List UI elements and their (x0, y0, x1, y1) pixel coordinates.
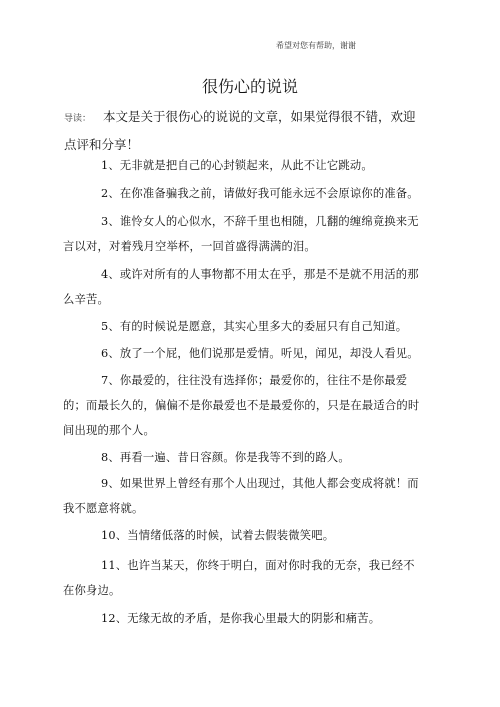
intro-text: 本文是关于很伤心的说说的文章，如果觉得很不错，欢迎点评和分享！ (64, 109, 416, 152)
item-7: 7、你最爱的，往往没有选择你；最爱你的，往往不是你最爱的；而最长久的，偏偏不是你最爱也不是最爱你的，只是在最适合的时间出现的那个人。 (63, 374, 420, 437)
item-9: 9、如果世界上曾经有那个人出现过，其他人都会变成将就！而我不愿意将就。 (63, 477, 419, 515)
item-5: 5、有的时候说是愿意，其实心里多大的委屈只有自己知道。 (101, 320, 408, 333)
intro-paragraph (64, 104, 424, 158)
item-3: 3、谁怜女人的心似水，不辞千里也相随，几翻的缠绵竟换来无言以对，对着残月空举杯，一回首盛得满满的泪。 (63, 215, 419, 253)
item-8: 8、再看一遍、昔日容颜。你是我等不到的路人。 (101, 451, 350, 464)
item-11: 11、也许当某天，你终于明白，面对你时我的无奈，我已经不在你身边。 (63, 559, 415, 597)
item-12: 12、无缘无故的矛盾，是你我心里最大的阴影和痛苦。 (101, 612, 381, 625)
item-10: 10、当情绪低落的时候，试着去假装微笑吧。 (101, 529, 335, 542)
item-2: 2、在你准备骗我之前，请做好我可能永远不会原谅你的准备。 (101, 187, 419, 200)
header-note: 希望对您有帮助，谢谢 (276, 41, 356, 50)
document-title: 很伤心的说说 (201, 77, 298, 96)
item-4: 4、或许对所有的人事物都不用太在乎，那是不是就不用活的那么辛苦。 (63, 268, 419, 306)
intro-label: 导读： (64, 114, 92, 124)
item-6: 6、放了一个屁，他们说那是爱情。听见，闻见，却没人看见。 (101, 347, 419, 360)
item-1: 1、无非就是把自己的心封锁起来，从此不让它跳动。 (101, 159, 373, 172)
